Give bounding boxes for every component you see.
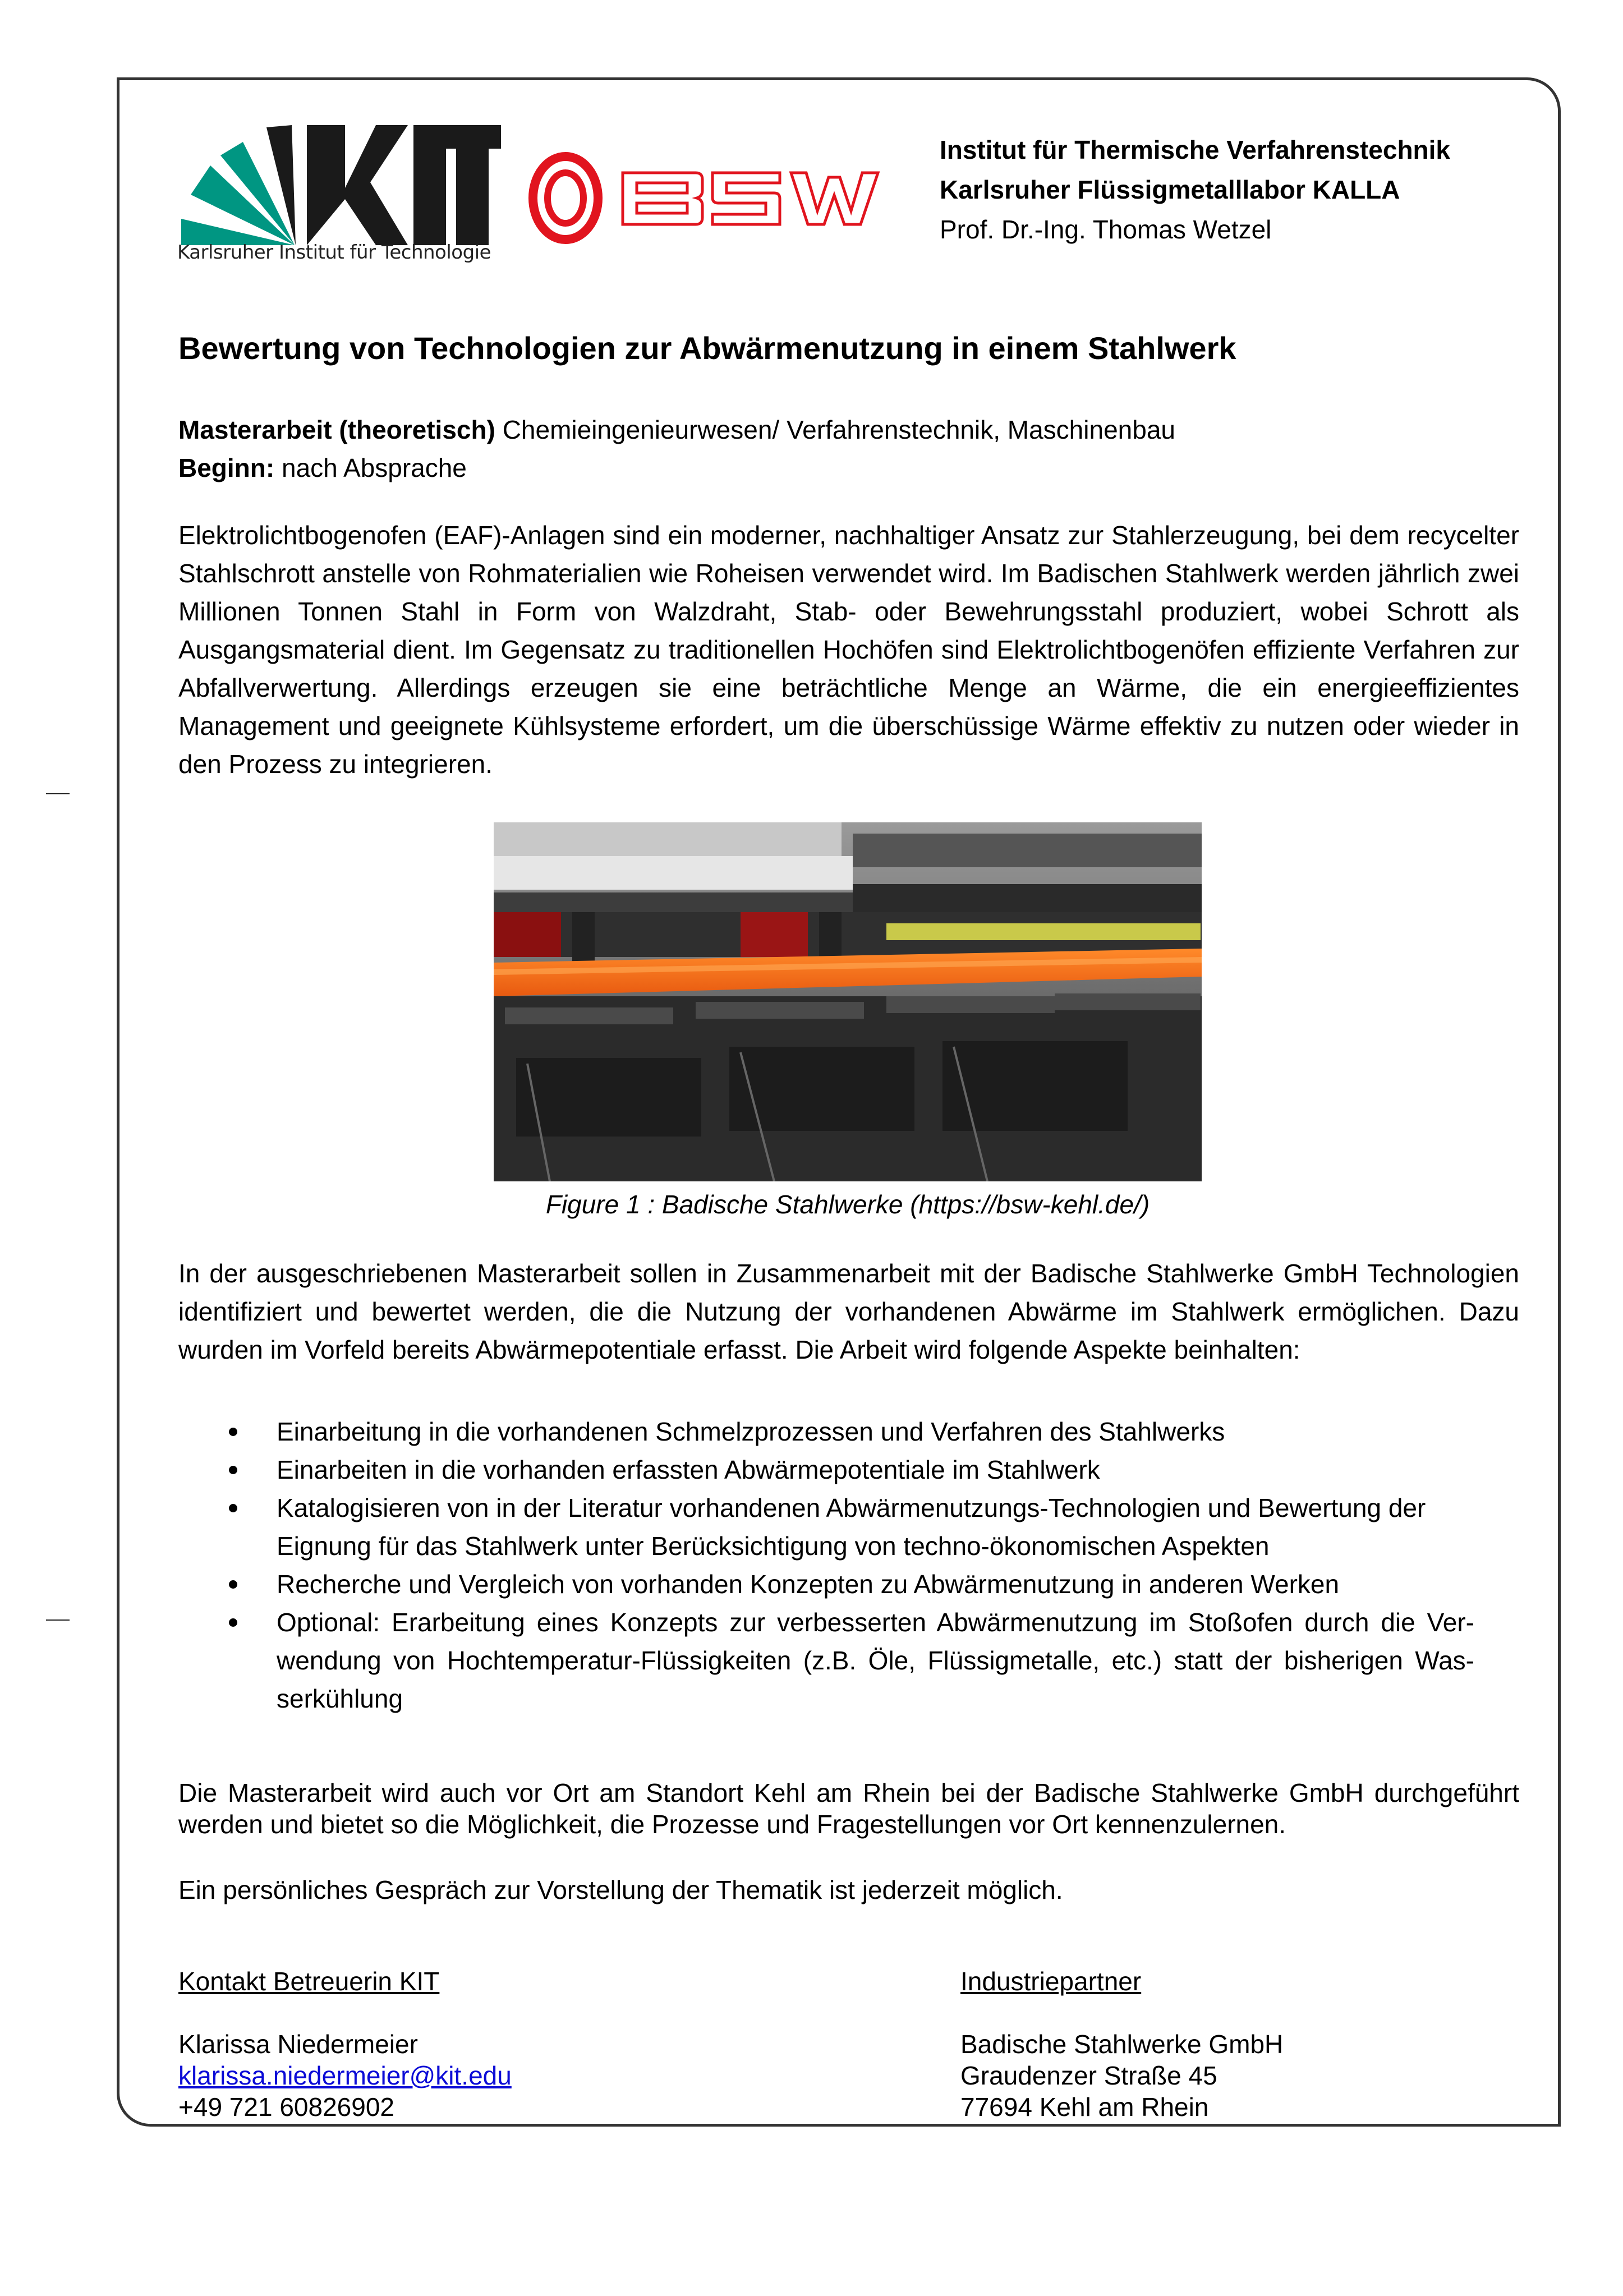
intro-paragraph: Elektrolichtbogenofen (EAF)-Anlagen sind ein moderner, nachhaltiger Ansatz zur Stahlerzeugung, bei dem recycelter Stahlschrott anstelle von Rohmaterialien wie Roheisen verwendet wird. Im Badischen Stahlwerk werden jährlich zwei Millionen Tonnen Stahl in Form von Walzdraht, Stab- oder Bewehrungsstahl produziert, wobei Schrott als Ausgangsmaterial dient. Im Gegensatz zu traditionellen Hochöfen sind Elektrolichtbogenöfen effiziente Verfahren zur Abfallverwertung. Allerdings erzeugen sie eine beträchtliche Menge an Wärme, die ein energieeffizientes Management und geeignete Kühlsysteme erfordert, um die überschüssige Wärme effektiv zu nutzen oder wieder in den Prozess zu integrieren.	[178, 521, 1519, 779]
professor-name: Prof. Dr.-Ing. Thomas Wetzel	[940, 215, 1272, 244]
kit-fan-icon	[181, 125, 296, 245]
list-item: Einarbeitung in die vorhandenen Schmelzprozessen und Verfahren des Stahlwerks	[178, 1412, 1525, 1451]
list-item: Einarbeiten in die vorhanden erfassten Abwärmepotentiale im Stahlwerk	[178, 1451, 1525, 1489]
list-item: Optional: Erarbeitung eines Konzepts zur verbesserten Abwärmenutzung im Stoßofen durch die Verwendung von Hochtemperatur-Flüssigkeiten (z.B. Öle, Flüssigmetalle, etc.) statt der bisherigen Wasserkühlung	[178, 1603, 1525, 1718]
page-title: Bewertung von Technologien zur Abwärmenutzung in einem Stahlwerk	[178, 330, 1236, 366]
contact-name: Klarissa Niedermeier	[178, 2030, 418, 2059]
bullet-icon	[229, 1428, 237, 1436]
thesis-start-label: Beginn:	[178, 453, 275, 482]
thesis-meta	[178, 411, 1175, 487]
company-street: Graudenzer Straße 45	[960, 2061, 1217, 2090]
industry-partner	[960, 1966, 1283, 2123]
bsw-logo	[527, 150, 898, 246]
aspects-list	[178, 1412, 1525, 1718]
institute-name: Institut für Thermische Verfahrenstechnik	[940, 135, 1451, 164]
figure-caption: Figure 1 : Badische Stahlwerke (https://bsw-kehl.de/)	[545, 1190, 1150, 1219]
conversation-paragraph: Ein persönliches Gespräch zur Vorstellung der Thematik ist jederzeit möglich.	[178, 1875, 1063, 1904]
task-paragraph: In der ausgeschriebenen Masterarbeit sollen in Zusammenarbeit mit der Badische Stahlwerke GmbH Technologien identifiziert und bewertet werden, die die Nutzung der vorhandenen Abwärme im Stahlwerk ermöglichen. Dazu wurden im Vorfeld bereits Abwärmepotentiale erfasst. Die Arbeit wird folgende Aspekte beinhalten:	[178, 1259, 1519, 1364]
lab-name: Karlsruher Flüssigmetalllabor KALLA	[940, 175, 1400, 204]
thesis-start	[178, 449, 1175, 487]
list-item: Recherche und Vergleich von vorhanden Konzepten zu Abwärmenutzung in anderen Werken	[178, 1565, 1525, 1603]
fold-mark-bottom	[46, 1619, 70, 1621]
location-paragraph: Die Masterarbeit wird auch vor Ort am Standort Kehl am Rhein bei der Badische Stahlwerke GmbH durchgeführt werden und bietet so die Möglichkeit, die Prozesse und Fragestellungen vor Ort kennenzulernen.	[178, 1778, 1519, 1839]
thesis-type-value: Chemieingenieurwesen/ Verfahrenstechnik, Maschinenbau	[495, 415, 1175, 444]
bsw-ring-icon	[533, 157, 598, 240]
industry-partner-heading: Industriepartner	[960, 1967, 1142, 1996]
company-name: Badische Stahlwerke GmbH	[960, 2030, 1284, 2059]
thesis-start-value: nach Absprache	[274, 453, 467, 482]
contact-email-link[interactable]: klarissa.niedermeier@kit.edu	[178, 2061, 512, 2090]
list-item: Katalogisieren von in der Literatur vorhandenen Abwärmenutzungs-Technologien und Bewertung der Eignung für das Stahlwerk unter Berücksichtigung von techno-ökonomischen Aspekten	[178, 1489, 1525, 1565]
kit-contact	[178, 1966, 512, 2123]
institute-info	[940, 130, 1450, 250]
thesis-type	[178, 411, 1175, 449]
kit-tagline: Karlsruher Institut für Technologie	[177, 241, 491, 264]
bullet-icon	[229, 1504, 237, 1512]
bullet-icon	[229, 1618, 237, 1627]
fold-mark-top	[46, 793, 70, 794]
steel-mill-photo	[494, 822, 1202, 1181]
thesis-type-label: Masterarbeit (theoretisch)	[178, 415, 495, 444]
bullet-icon	[229, 1466, 237, 1474]
kit-contact-heading: Kontakt Betreuerin KIT	[178, 1967, 440, 1996]
bullet-icon	[229, 1580, 237, 1589]
contact-phone: +49 721 60826902	[178, 2092, 395, 2122]
company-city: 77694 Kehl am Rhein	[960, 2092, 1209, 2122]
